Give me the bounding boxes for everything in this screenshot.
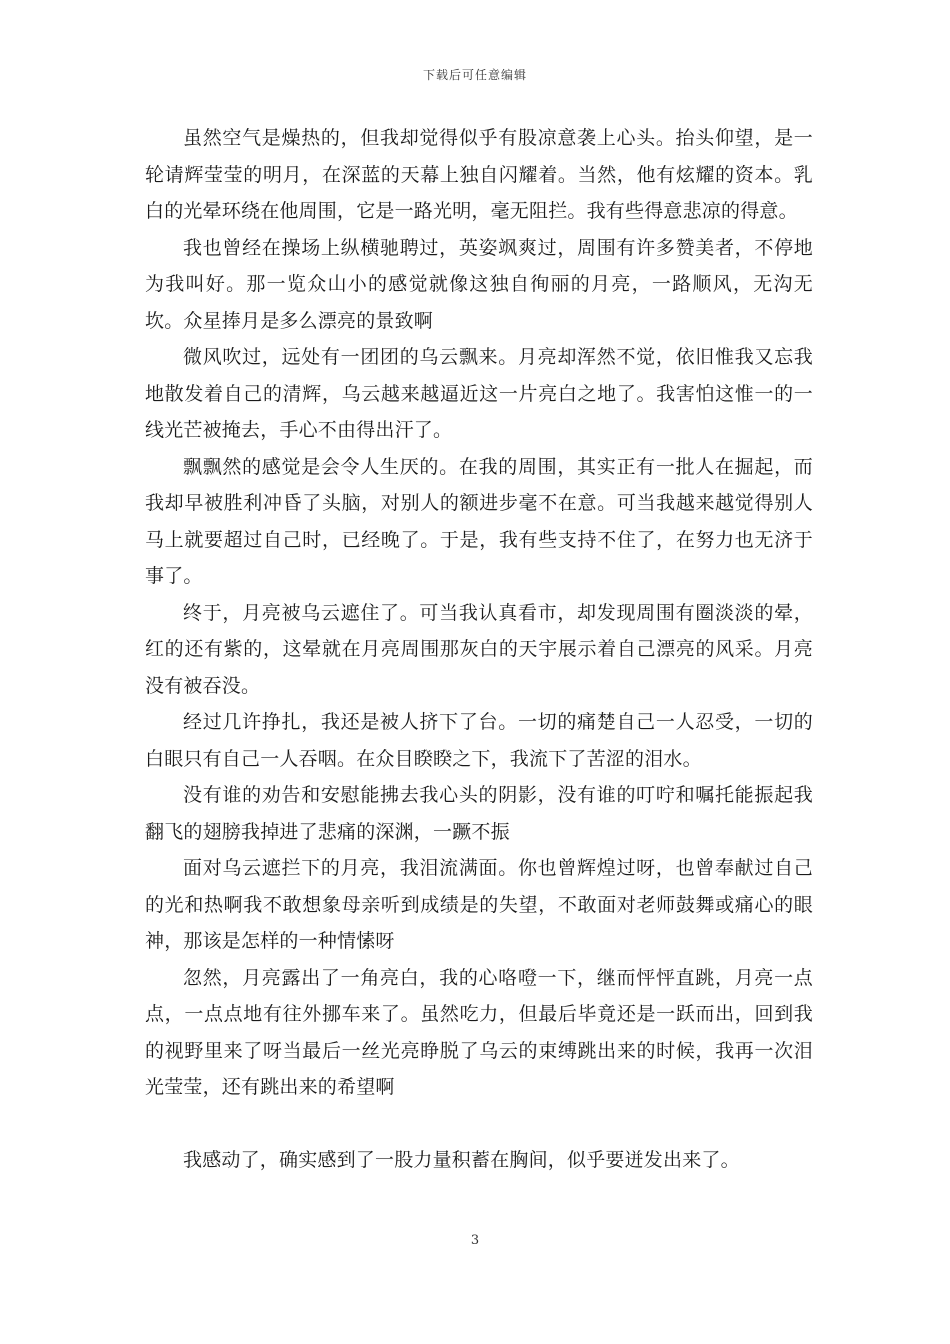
paragraph-2: 我也曾经在操场上纵横驰聘过，英姿飒爽过，周围有许多赞美者，不停地为我叫好。那一览众山小的感觉就像这独自徇丽的月亮，一路顺风，无沟无坎。众星捧月是多么漂亮的景致啊: [145, 236, 813, 332]
page-number: 3: [470, 1233, 480, 1248]
paragraph-1: 虽然空气是燥热的，但我却觉得似乎有股凉意袭上心头。抬头仰望，是一轮请辉莹莹的明月，在深蓝的天幕上独自闪耀着。当然，他有炫耀的资本。乳白的光晕环绕在他周围，它是一路光明，毫无阻拦。我有些得意悲凉的得意。: [145, 127, 813, 222]
page-header: 下载后可任意编辑: [422, 68, 527, 82]
paragraph-3: 微风吹过，远处有一团团的乌云飘来。月亮却浑然不觉，依旧惟我又忘我地散发着自己的清辉，乌云越来越逼近这一片亮白之地了。我害怕这惟一的一线光芒被掩去，手心不由得出汗了。: [145, 346, 813, 441]
paragraph-5: 终于，月亮被乌云遮住了。可当我认真看市，却发现周围有圈淡淡的晕，红的还有紫的，这晕就在月亮周围那灰白的天宇展示着自己漂亮的风采。月亮没有被吞没。: [145, 601, 813, 697]
paragraph-6: 经过几许挣扎，我还是被人挤下了台。一切的痛楚自己一人忍受，一切的白眼只有自己一人吞咽。在众目睽睽之下，我流下了苦涩的泪水。: [145, 711, 813, 770]
paragraph-9: 忽然，月亮露出了一角亮白，我的心咯噔一下，继而怦怦直跳，月亮一点点，一点点地有往外挪车来了。虽然吃力，但最后毕竟还是一跃而出，回到我的视野里来了呀当最后一丝光亮睁脱了乌云的束缚跳出来的时候，我再一次泪光莹莹，还有跳出来的希望啊: [145, 966, 813, 1098]
paragraph-4: 飘飘然的感觉是会令人生厌的。在我的周围，其实正有一批人在掘起，而我却早被胜利冲昏了头脑，对别人的额进步毫不在意。可当我越来越觉得别人马上就要超过自己时，已经晚了。于是，我有些支持不住了，在努力也无济于事了。: [145, 455, 813, 587]
paragraph-7: 没有谁的劝告和安慰能拂去我心头的阴影，没有谁的叮咛和嘱托能振起我翻飞的翅膀我掉进了悲痛的深渊，一蹶不振: [145, 784, 813, 843]
paragraph-10: 我感动了，确实感到了一股力量积蓄在胸间，似乎要迸发出来了。: [183, 1148, 740, 1171]
paragraph-8: 面对乌云遮拦下的月亮，我泪流满面。你也曾辉煌过呀，也曾奉献过自己的光和热啊我不敢想象母亲听到成绩是的失望，不敢面对老师鼓舞或痛心的眼神，那该是怎样的一种情愫呀: [145, 857, 813, 952]
article-body: [145, 120, 813, 1178]
